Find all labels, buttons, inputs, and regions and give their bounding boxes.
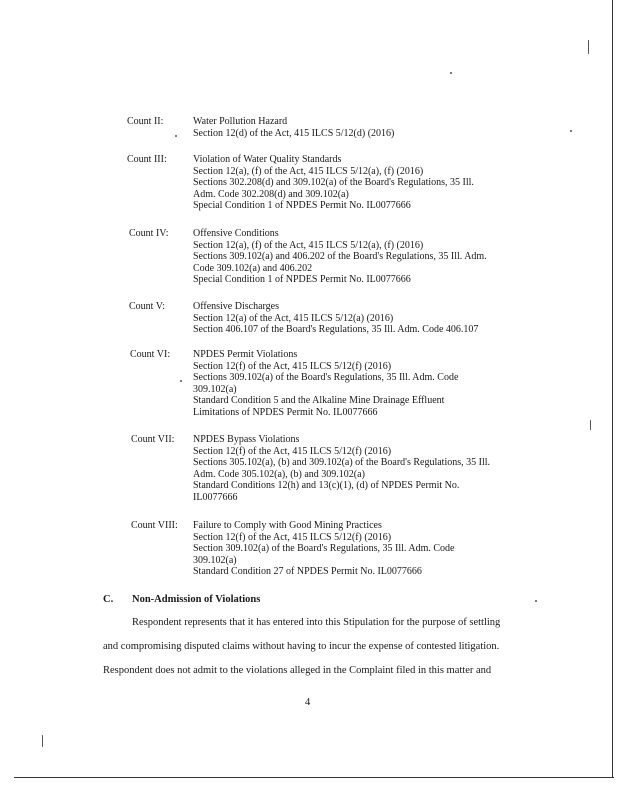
count-line: Section 309.102(a) of the Board's Regulations, 35 Ill. Adm. Code bbox=[193, 543, 455, 554]
count-line: IL0077666 bbox=[193, 491, 238, 503]
count-label: Count VI: bbox=[130, 349, 171, 360]
scan-border-right bbox=[612, 0, 613, 778]
paragraph-line: and compromising disputed claims without having to incur the expense of contested litigation. bbox=[103, 641, 500, 652]
count-label: Count VII: bbox=[131, 434, 175, 445]
count-label: Count IV: bbox=[129, 228, 169, 239]
count-body bbox=[193, 434, 523, 503]
count-line: Section 12(a), (f) of the Act, 415 ILCS 5/12(a), (f) (2016) bbox=[193, 239, 424, 251]
scan-speck bbox=[450, 72, 452, 74]
count-line: Section 12(d) of the Act, 415 ILCS 5/12(d) (2016) bbox=[193, 127, 395, 139]
paragraph-line: Respondent represents that it has entered into this Stipulation for the purpose of settling bbox=[132, 617, 501, 628]
count-label: Count VIII: bbox=[131, 520, 178, 531]
count-line: Water Pollution Hazard bbox=[193, 116, 288, 127]
count-line: Offensive Discharges bbox=[193, 301, 279, 312]
scan-speck bbox=[180, 380, 182, 382]
count-line: Offensive Conditions bbox=[193, 228, 279, 239]
count-line: NPDES Permit Violations bbox=[193, 349, 298, 360]
count-body bbox=[193, 520, 523, 578]
count-line: Sections 305.102(a), (b) and 309.102(a) of the Board's Regulations, 35 Ill. bbox=[193, 457, 491, 468]
count-line: Standard Conditions 12(h) and 13(c)(1), (d) of NPDES Permit No. bbox=[193, 480, 460, 491]
section-letter: C. bbox=[103, 594, 114, 605]
count-line: Sections 309.102(a) of the Board's Regulations, 35 Ill. Adm. Code bbox=[193, 372, 459, 383]
count-line: Section 12(a), (f) of the Act, 415 ILCS 5/12(a), (f) (2016) bbox=[193, 165, 424, 177]
count-body bbox=[193, 116, 523, 139]
section-title: Non-Admission of Violations bbox=[132, 594, 261, 605]
count-line: Standard Condition 5 and the Alkaline Mine Drainage Effluent bbox=[193, 395, 445, 406]
count-label: Count II: bbox=[127, 116, 164, 127]
count-line: Violation of Water Quality Standards bbox=[193, 154, 342, 165]
count-label: Count V: bbox=[129, 301, 166, 312]
count-body bbox=[193, 349, 523, 418]
count-line: Adm. Code 305.102(a), (b) and 309.102(a) bbox=[193, 468, 365, 480]
count-line: Section 12(f) of the Act, 415 ILCS 5/12(f) (2016) bbox=[193, 445, 392, 457]
scan-speck bbox=[42, 735, 43, 747]
count-line: 309.102(a) bbox=[193, 383, 237, 395]
count-line: Special Condition 1 of NPDES Permit No. IL0077666 bbox=[193, 274, 411, 285]
count-line: 309.102(a) bbox=[193, 554, 237, 566]
count-line: Section 12(f) of the Act, 415 ILCS 5/12(f) (2016) bbox=[193, 360, 392, 372]
scan-speck bbox=[590, 420, 591, 430]
count-line: Sections 309.102(a) and 406.202 of the Board's Regulations, 35 Ill. Adm. bbox=[193, 251, 487, 262]
scan-speck bbox=[535, 600, 537, 602]
count-line: Section 12(a) of the Act, 415 ILCS 5/12(a) (2016) bbox=[193, 312, 394, 324]
scan-speck bbox=[570, 130, 572, 132]
count-body bbox=[193, 154, 523, 212]
count-line: Sections 302.208(d) and 309.102(a) of the Board's Regulations, 35 Ill. bbox=[193, 177, 474, 188]
scan-border-bottom bbox=[14, 777, 614, 778]
count-body bbox=[193, 301, 523, 336]
count-line: Section 406.107 of the Board's Regulations, 35 Ill. Adm. Code 406.107 bbox=[193, 324, 479, 335]
count-line: Code 309.102(a) and 406.202 bbox=[193, 262, 313, 274]
count-label: Count III: bbox=[127, 154, 167, 165]
count-line: Section 12(f) of the Act, 415 ILCS 5/12(f) (2016) bbox=[193, 531, 392, 543]
paragraph-line: Respondent does not admit to the violations alleged in the Complaint filed in this matter and bbox=[103, 665, 492, 676]
count-line: NPDES Bypass Violations bbox=[193, 434, 300, 445]
scan-speck bbox=[588, 40, 589, 54]
count-line: Adm. Code 302.208(d) and 309.102(a) bbox=[193, 188, 349, 200]
count-line: Standard Condition 27 of NPDES Permit No. IL0077666 bbox=[193, 566, 422, 577]
scan-speck bbox=[175, 135, 177, 137]
count-line: Limitations of NPDES Permit No. IL0077666 bbox=[193, 406, 378, 418]
count-body bbox=[193, 228, 523, 286]
count-line: Special Condition 1 of NPDES Permit No. IL0077666 bbox=[193, 200, 411, 211]
page-number: 4 bbox=[305, 697, 311, 708]
count-line: Failure to Comply with Good Mining Practices bbox=[193, 520, 382, 531]
